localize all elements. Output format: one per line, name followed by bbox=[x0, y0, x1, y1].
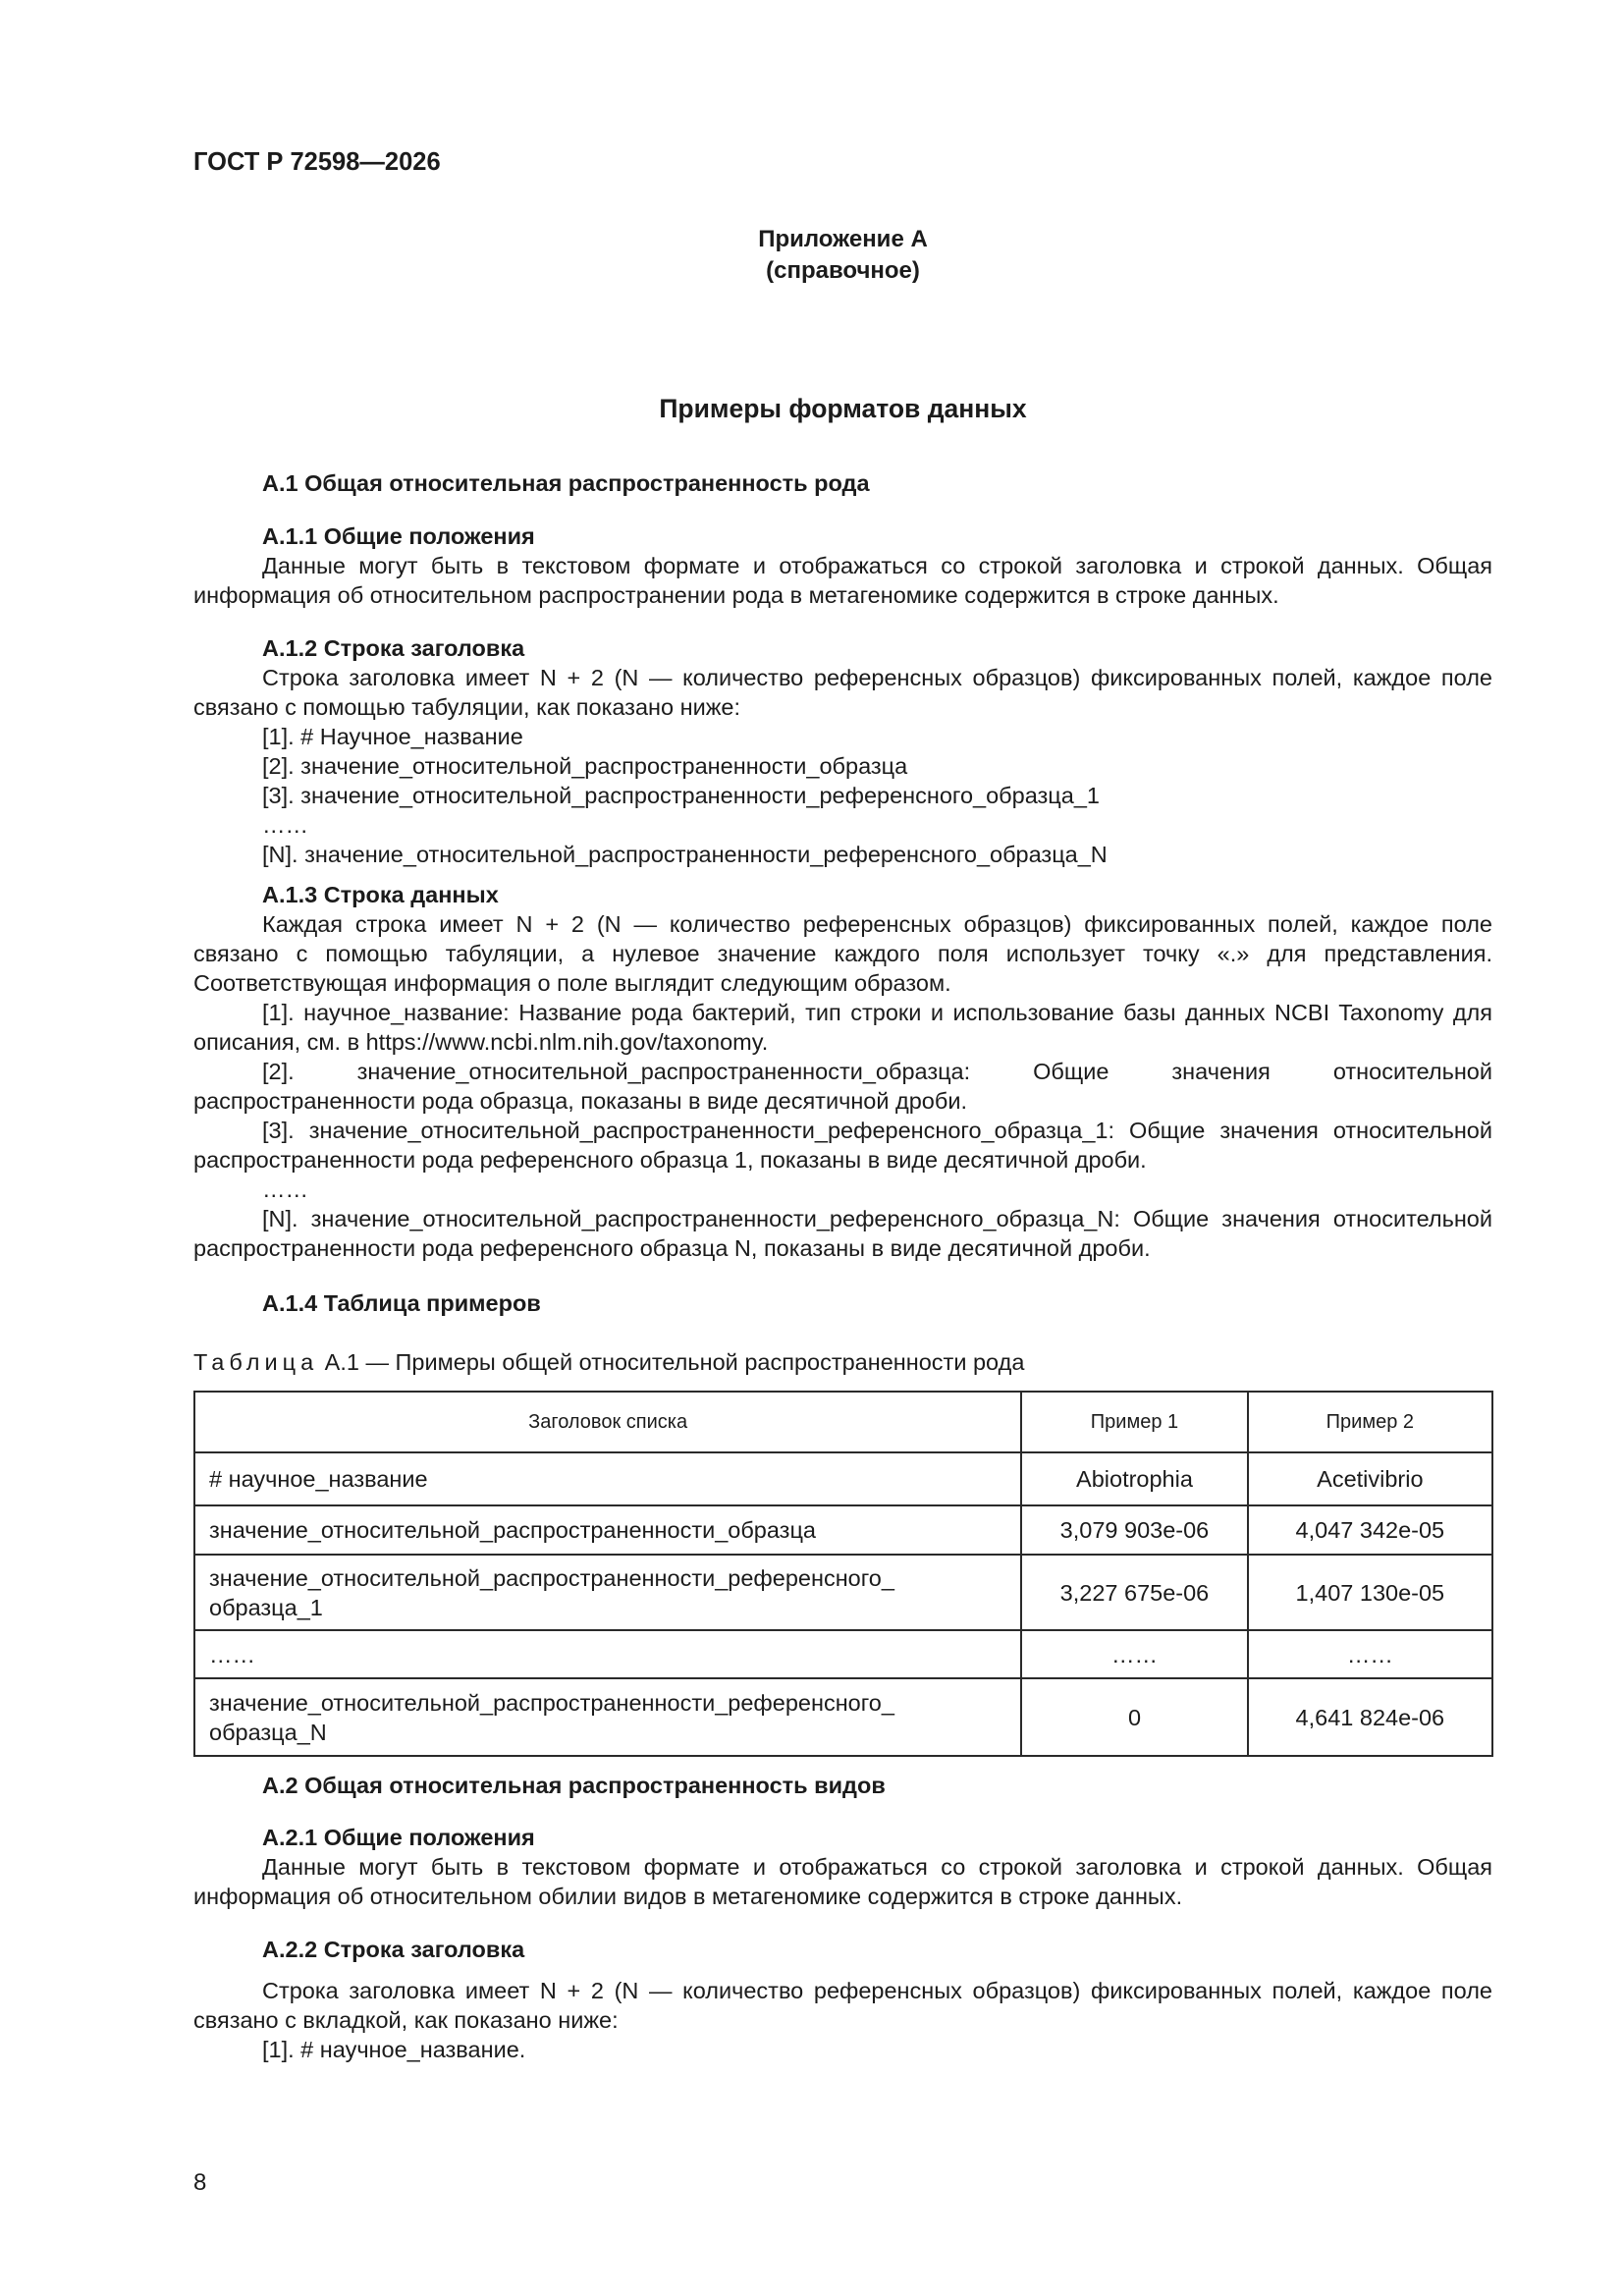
table-cell: Abiotrophia bbox=[1021, 1452, 1247, 1505]
subsection-heading-a1-1: А.1.1 Общие положения bbox=[262, 523, 535, 549]
subsection-a1-2 bbox=[193, 633, 1492, 869]
table-header-row bbox=[194, 1392, 1492, 1452]
list-item-ellipsis: …… bbox=[262, 812, 308, 838]
subsection-heading-a1-2: А.1.2 Строка заголовка bbox=[262, 635, 525, 661]
subsection-heading-a2-2: А.2.2 Строка заголовка bbox=[262, 1937, 525, 1962]
table-cell: 3,227 675e-06 bbox=[1021, 1555, 1247, 1630]
list-item: [3]. значение_относительной_распространенности_референсного_образца_1 bbox=[262, 783, 1100, 808]
main-title: Примеры форматов данных bbox=[659, 394, 1027, 423]
appendix-type: (справочное) bbox=[766, 257, 920, 284]
table-cell: значение_относительной_распространенности_референсного_ образца_N bbox=[194, 1678, 1021, 1756]
subsection-a2-1 bbox=[193, 1823, 1492, 1911]
subsection-heading-a1-3: А.1.3 Строка данных bbox=[262, 882, 499, 907]
section-a2 bbox=[193, 1771, 1492, 1800]
table-caption bbox=[193, 1347, 1492, 1377]
table-cell: 1,407 130e-05 bbox=[1248, 1555, 1492, 1630]
table-cell: 3,079 903e-06 bbox=[1021, 1505, 1247, 1555]
table-header-cell: Пример 2 bbox=[1248, 1392, 1492, 1452]
table-cell: Acetivibrio bbox=[1248, 1452, 1492, 1505]
table-row bbox=[194, 1505, 1492, 1555]
subsection-a1-3 bbox=[193, 880, 1492, 1263]
table-cell: …… bbox=[1248, 1630, 1492, 1678]
table-cell: значение_относительной_распространенности_референсного_ образца_1 bbox=[194, 1555, 1021, 1630]
table-cell: # научное_название bbox=[194, 1452, 1021, 1505]
section-heading-a2: А.2 Общая относительная распространенность видов bbox=[262, 1773, 886, 1798]
list-item: [1]. # Научное_название bbox=[262, 724, 523, 749]
table-cell: …… bbox=[1021, 1630, 1247, 1678]
list-item: [1]. # научное_название. bbox=[262, 2037, 526, 2062]
table-cell: значение_относительной_распространенности_образца bbox=[194, 1505, 1021, 1555]
page-number: 8 bbox=[193, 2169, 207, 2196]
paragraph-a1-2: Строка заголовка имеет N + 2 (N — количество референсных образцов) фиксированных полей, каждое поле связано с помощью табуляции, как показано ниже: bbox=[193, 665, 1492, 720]
subsection-a2-2 bbox=[193, 1935, 1492, 1964]
field-description-3: [3]. значение_относительной_распространенности_референсного_образца_1: Общие значения относительной распространенности рода референсного образца 1, показаны в виде десятичной дроби. bbox=[193, 1118, 1492, 1173]
field-description-1: [1]. научное_название: Название рода бактерий, тип строки и использование базы данных NCBI Taxonomy для описания, см. в https://www.ncbi.nlm.nih.gov/taxonomy. bbox=[193, 1000, 1492, 1055]
table-row bbox=[194, 1452, 1492, 1505]
table-cell: 0 bbox=[1021, 1678, 1247, 1756]
paragraph-a2-1: Данные могут быть в текстовом формате и отображаться со строкой заголовка и строкой данных. Общая информация об относительном обилии видов в метагеномике содержится в строке данных. bbox=[193, 1854, 1492, 1909]
table-header-cell: Заголовок списка bbox=[194, 1392, 1021, 1452]
paragraph-a2-2: Строка заголовка имеет N + 2 (N — количество референсных образцов) фиксированных полей, каждое поле связано с вкладкой, как показано ниже: bbox=[193, 1978, 1492, 2033]
subsection-heading-a2-1: А.2.1 Общие положения bbox=[262, 1825, 535, 1850]
table-cell: 4,641 824e-06 bbox=[1248, 1678, 1492, 1756]
appendix-title: Приложение А bbox=[758, 226, 928, 252]
subsection-heading-a1-4: А.1.4 Таблица примеров bbox=[262, 1290, 541, 1316]
table-cell: 4,047 342e-05 bbox=[1248, 1505, 1492, 1555]
table-header-cell: Пример 1 bbox=[1021, 1392, 1247, 1452]
list-item: [2]. значение_относительной_распространенности_образца bbox=[262, 753, 908, 779]
section-heading-a1: А.1 Общая относительная распространенность рода bbox=[262, 470, 870, 496]
paragraph-a1-1: Данные могут быть в текстовом формате и отображаться со строкой заголовка и строкой данных. Общая информация об относительном распространении рода в метагеномике содержится в строке данных. bbox=[193, 553, 1492, 608]
standard-designation: ГОСТ Р 72598—2026 bbox=[193, 148, 441, 176]
subsection-a2-2-body bbox=[193, 1976, 1492, 2064]
field-description-2: [2]. значение_относительной_распространенности_образца: Общие значения относительной распространенности рода образца, показаны в виде десятичной дроби. bbox=[193, 1059, 1492, 1114]
table-cell: …… bbox=[194, 1630, 1021, 1678]
table-row bbox=[194, 1678, 1492, 1756]
field-description-ellipsis: …… bbox=[262, 1176, 308, 1202]
section-a1 bbox=[193, 468, 1492, 498]
paragraph-a1-3: Каждая строка имеет N + 2 (N — количество референсных образцов) фиксированных полей, каждое поле связано с помощью табуляции, а нулевое значение каждого поля использует точку «.» для представления. Соответствующая информация о поле выглядит следующим образом. bbox=[193, 911, 1492, 996]
subsection-a1-1 bbox=[193, 521, 1492, 610]
table-caption-text: А.1 — Примеры общей относительной распространенности рода bbox=[318, 1349, 1025, 1375]
subsection-a1-4 bbox=[193, 1288, 1492, 1318]
table-row bbox=[194, 1630, 1492, 1678]
table-row bbox=[194, 1555, 1492, 1630]
examples-table bbox=[193, 1391, 1493, 1757]
table-caption-prefix: Таблица bbox=[193, 1349, 319, 1375]
list-item: [N]. значение_относительной_распространенности_референсного_образца_N bbox=[262, 842, 1108, 867]
field-description-n: [N]. значение_относительной_распространенности_референсного_образца_N: Общие значения относительной распространенности рода референсного образца N, показаны в виде десятичной дроби. bbox=[193, 1206, 1492, 1261]
